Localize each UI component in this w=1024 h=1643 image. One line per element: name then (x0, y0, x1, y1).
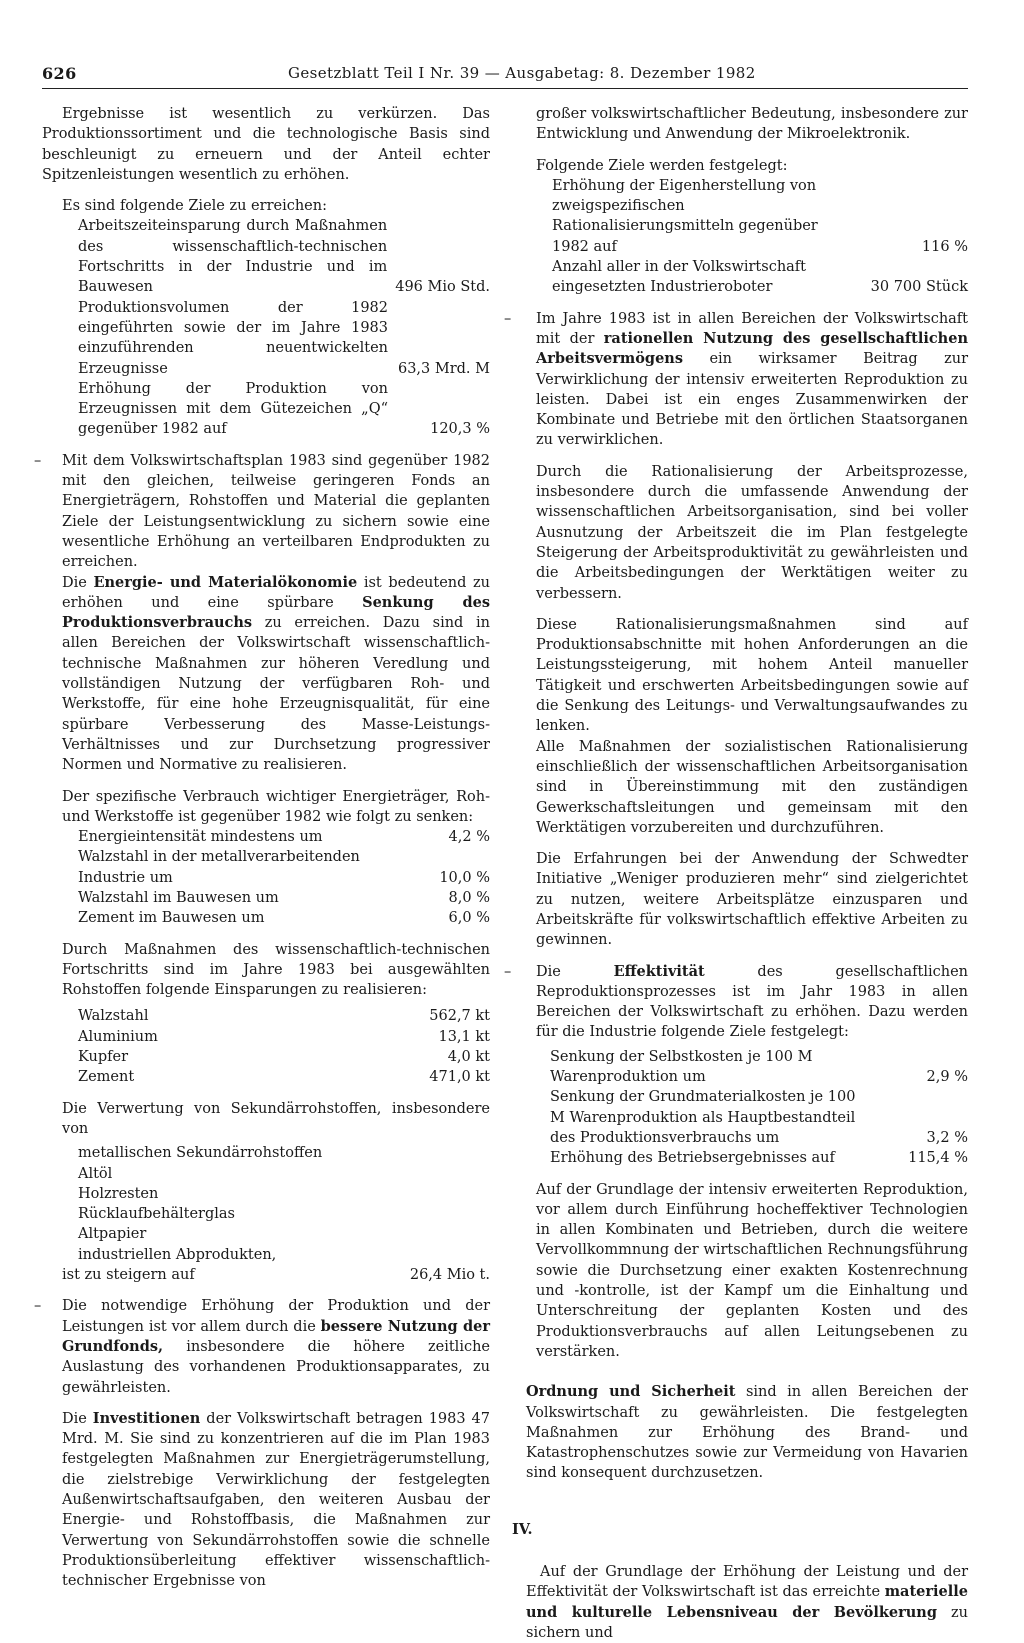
row-value: 26,4 Mio t. (409, 1267, 490, 1284)
bold-term: materielle und kulturelle Lebensniveau der Bevölkerung (526, 1583, 968, 1621)
paragraph (512, 1562, 968, 1643)
consumption-table (42, 827, 490, 928)
text-run: Im Jahre 1983 ist in allen Bereichen der Volkswirtschaft mit der (536, 310, 968, 347)
row-value: 30 700 Stück (870, 279, 968, 296)
paragraph: Durch die Rationalisierung der Arbeitsprozesse, insbesondere durch die umfassende Anwendung der wissenschaftlichen Arbeitsorganisation, sind bei voller Ausnutzung der Arbeitszeit die im Plan festgelegte Steigerung der Arbeitsproduktivität zu gewährleisten und die Arbeitsbedingungen der Werktätigen weiter zu verbessern. (536, 463, 968, 602)
text-run: der Volkswirtschaft betragen 1983 47 Mrd. M. Sie sind zu konzentrieren auf die im Plan 1983 festgelegten Maßnahmen zur Energieträgerumstellung, die zielstrebige Verwirklichung der festgelegten Außenwirtschaftsaufgaben, den weiteren Ausbau der Energie- und Rohstoffbasis, die Maßnahmen zur Verwertung von Sekundärrohstoffen sowie die schnelle Produktionsüberleitung effektiver wissenschaftlich-technischer Ergebnisse von (62, 1410, 490, 1590)
dash-item-plan-1983 (42, 451, 490, 573)
goals-table (512, 176, 968, 298)
table-row (78, 847, 490, 888)
row-label: Walzstahl in der metallverarbeitenden Industrie um (78, 849, 360, 886)
right-column (512, 104, 968, 1643)
paragraph: Folgende Ziele werden festgelegt: (536, 157, 788, 174)
table-row (550, 1148, 968, 1168)
paragraph: Die Verwertung von Sekundärrohstoffen, insbesondere von (62, 1100, 490, 1137)
table-row (78, 216, 490, 297)
list-item: industriellen Abprodukten, (78, 1246, 277, 1263)
bold-term: bessere Nutzung der Grundfonds, (62, 1317, 490, 1355)
table-row (42, 1265, 490, 1285)
table-row (78, 1027, 490, 1047)
text-run: ein wirksamer Beitrag zur Verwirklichung der intensiv erweiterten Reproduktion zu leisten. Dabei ist ein enges Zusammenwirken der Kombinate und Betriebe mit den örtlichen Staatsorganen zu verwirklichen. (536, 351, 968, 449)
paragraph-text: Mit dem Volkswirtschaftsplan 1983 sind gegenüber 1982 mit den gleichen, teilweise geringeren Fonds an Energieträgern, Rohstoffen und Material die geplanten Ziele der Leistungsentwicklung zu sichern sowie eine wesentliche Erhöhung an verteilbaren Endprodukten zu erreichen. (62, 452, 490, 571)
row-label: Senkung der Selbstkosten je 100 M Warenproduktion um (550, 1048, 813, 1086)
text-run: des gesellschaftlichen Reproduktionsprozesses ist im Jahr 1983 in allen Bereichen der Volkswirtschaft zu erhöhen. Dazu werden für die Industrie folgende Ziele festgelegt: (536, 963, 969, 1041)
row-label: Walzstahl im Bauwesen um (78, 889, 279, 906)
bold-term: rationellen Nutzung des gesellschaftlichen Arbeitsvermögens (536, 329, 968, 368)
text-run: Die notwendige Erhöhung der Produktion und der Leistungen ist vor allem durch die (62, 1298, 490, 1335)
table-row (550, 1047, 968, 1088)
paragraph: Es sind folgende Ziele zu erreichen: (62, 198, 327, 215)
row-value: 2,9 % (926, 1069, 968, 1086)
row-value: 471,0 kt (429, 1069, 490, 1086)
page-number: 626 (42, 64, 77, 83)
table-row (78, 1067, 490, 1087)
row-value: 562,7 kt (429, 1008, 490, 1025)
list-item: Altpapier (78, 1226, 147, 1243)
row-label: ist zu steigern auf (62, 1267, 195, 1284)
table-row (78, 1047, 490, 1067)
bold-term: Energie- und Materialökonomie (93, 573, 358, 591)
table-row (78, 908, 490, 928)
row-value: 63,3 Mrd. M (397, 360, 490, 377)
table-row (78, 1006, 490, 1026)
gazette-title: Gesetzblatt Teil I Nr. 39 — Ausgabetag: 8. Dezember 1982 (288, 64, 756, 82)
table-row (552, 257, 968, 298)
list-item: metallischen Sekundärrohstoffen (78, 1145, 323, 1162)
goals-table (42, 216, 490, 439)
row-value: 4,2 % (448, 829, 490, 846)
paragraph: Durch Maßnahmen des wissenschaftlich-technischen Fortschritts sind im Jahre 1983 bei ausgewählten Rohstoffen folgende Einsparungen zu realisieren: (62, 941, 490, 999)
dash-item-effektivitaet (512, 962, 968, 1043)
bold-term: Ordnung und Sicherheit (526, 1383, 736, 1401)
table-row (78, 298, 490, 379)
list-item: Rücklaufbehälterglas (78, 1206, 235, 1223)
row-value: 496 Mio Std. (395, 279, 490, 296)
row-value: 115,4 % (908, 1150, 968, 1167)
bold-term: Effektivität (613, 962, 705, 980)
paragraph (42, 573, 490, 776)
list-item: Holzresten (78, 1185, 159, 1202)
section-heading: IV. (512, 1520, 533, 1538)
row-value: 3,2 % (926, 1129, 968, 1146)
row-label: Zement (78, 1069, 135, 1086)
text-run: Die (536, 963, 614, 980)
paragraph: Der spezifische Verbrauch wichtiger Energieträger, Roh- und Werkstoffe ist gegenüber 1982 wie folgt zu senken: (62, 788, 490, 825)
row-value: 116 % (921, 238, 968, 255)
text-run: ist bedeutend zu erhöhen und eine spürbare (62, 574, 490, 611)
table-row (78, 827, 490, 847)
paragraph: Diese Rationalisierungsmaßnahmen sind auf Produktionsabschnitte mit hohen Anforderungen an die Leistungssteigerung, mit hohem Anteil manueller Tätigkeit und erschwerten Arbeitsbedingungen sowie auf die Senkung des Leitungs- und Verwaltungsaufwandes zu lenken. (536, 616, 968, 735)
savings-table (42, 1006, 490, 1087)
text-run: zu sichern und (526, 1604, 968, 1641)
row-label: Kupfer (78, 1049, 129, 1066)
text-run: zu erreichen. Dazu sind in allen Bereichen der Volkswirtschaft wissenschaftlich-technische Maßnahmen zur höheren Veredlung und vollständigen Nutzung der verfügbaren Roh- und Werkstoffe, für eine hohe Erzeugnisqualität, für eine spürbare Verbesserung des Masse-Leistungs-Verhältnisses und zur Durchsetzung progressiver Normen und Normative zu realisieren. (62, 615, 490, 774)
row-label: Walzstahl (78, 1008, 149, 1025)
targets-table (512, 1047, 968, 1169)
left-column (42, 104, 490, 1591)
text-run: sind in allen Bereichen der Volkswirtschaft zu gewährleisten. Die festgelegten Maßnahmen zur Erhöhung des Brand- und Katastrophenschutzes sowie zur Vermeidung von Havarien sind konsequent durchzusetzen. (526, 1384, 968, 1482)
paragraph (42, 1409, 490, 1592)
dash-item-arbeitsvermoegen (512, 309, 968, 451)
list-item: Altöl (78, 1165, 113, 1182)
row-label: Erhöhung der Produktion von Erzeugnissen mit dem Gütezeichen „Q“ gegenüber 1982 auf (78, 380, 388, 438)
row-value: 13,1 kt (438, 1028, 490, 1045)
row-label: Senkung der Grundmaterialkosten je 100 M Warenproduktion als Hauptbestandteil des Produktionsverbrauchs um (550, 1089, 856, 1146)
row-value: 4,0 kt (447, 1049, 490, 1066)
row-value: 120,3 % (430, 421, 490, 438)
paragraph: Alle Maßnahmen der sozialistischen Rationalisierung einschließlich der wissenschaftlichen Arbeitsorganisation sind in Übereinstimmung mit den zuständigen Gewerkschaftsleitungen und gemeinsam mit den Werktätigen vorzubereiten und durchzuführen. (536, 738, 968, 836)
text-run: insbesondere die höhere zeitliche Auslastung des vorhandenen Produktionsapparates, zu gewährleisten. (62, 1338, 490, 1396)
paragraph: Auf der Grundlage der intensiv erweiterten Reproduktion, vor allem durch Einführung hocheffektiver Technologien in allen Kombinaten und Betrieben, durch die weitere Vervollkommnung der wirtschaftlichen Rechnungsführung sowie die Durchsetzung einer exakten Kostenrechnung und -kontrolle, ist der Kampf um die Einhaltung und Unterschreitung der geplanten Kosten und des Produktionsverbrauchs auf allen Leitungsebenen zu verstärken. (536, 1181, 968, 1360)
paragraph: großer volkswirtschaftlicher Bedeutung, insbesondere zur Entwicklung und Anwendung der Mikroelektronik. (536, 106, 968, 143)
row-label: Produktionsvolumen der 1982 eingeführten sowie der im Jahre 1983 einzuführenden neuentwickelten Erzeugnisse (78, 299, 388, 377)
row-label: Anzahl aller in der Volkswirtschaft eingesetzten Industrieroboter (552, 259, 806, 296)
page-header (42, 64, 968, 89)
table-row (552, 176, 968, 257)
bold-term: Senkung des Produktionsverbrauchs (62, 593, 490, 632)
text-run: Die (62, 574, 94, 591)
row-label: Aluminium (78, 1028, 158, 1045)
dash-item-grundfonds (42, 1296, 490, 1397)
bold-term: Investitionen (92, 1409, 201, 1427)
text-run: Auf der Grundlage der Erhöhung der Leistung und der Effektivität der Volkswirtschaft ist das erreichte (526, 1564, 968, 1601)
row-label: Erhöhung des Betriebsergebnisses auf (550, 1150, 835, 1167)
table-row (550, 1087, 968, 1148)
row-label: Erhöhung der Eigenherstellung von zweigspezifischen Rationalisierungsmitteln gegenüber 1982 auf (552, 177, 818, 255)
row-label: Arbeitszeiteinsparung durch Maßnahmen des wissenschaftlich-technischen Fortschritts in der Industrie und im Bauwesen (78, 218, 388, 296)
row-value: 10,0 % (439, 869, 490, 886)
table-row (78, 379, 490, 440)
row-label: Zement im Bauwesen um (78, 910, 265, 927)
row-value: 6,0 % (448, 910, 490, 927)
table-row (78, 888, 490, 908)
text-run: Die (62, 1410, 93, 1427)
row-label: Energieintensität mindestens um (78, 829, 323, 846)
paragraph: Ergebnisse ist wesentlich zu verkürzen. Das Produktionssortiment und die technologische Basis sind beschleunigt zu erneuern und der Anteil echter Spitzenleistungen wesentlich zu erhöhen. (42, 106, 490, 183)
secondary-materials-list (42, 1143, 490, 1265)
paragraph: Die Erfahrungen bei der Anwendung der Schwedter Initiative „Weniger produzieren mehr“ sind zielgerichtet zu nutzen, weitere Arbeitsplätze einzusparen und Arbeitskräfte für volkswirtschaftlich effektive Arbeiten zu gewinnen. (536, 851, 968, 949)
row-value: 8,0 % (448, 889, 490, 906)
